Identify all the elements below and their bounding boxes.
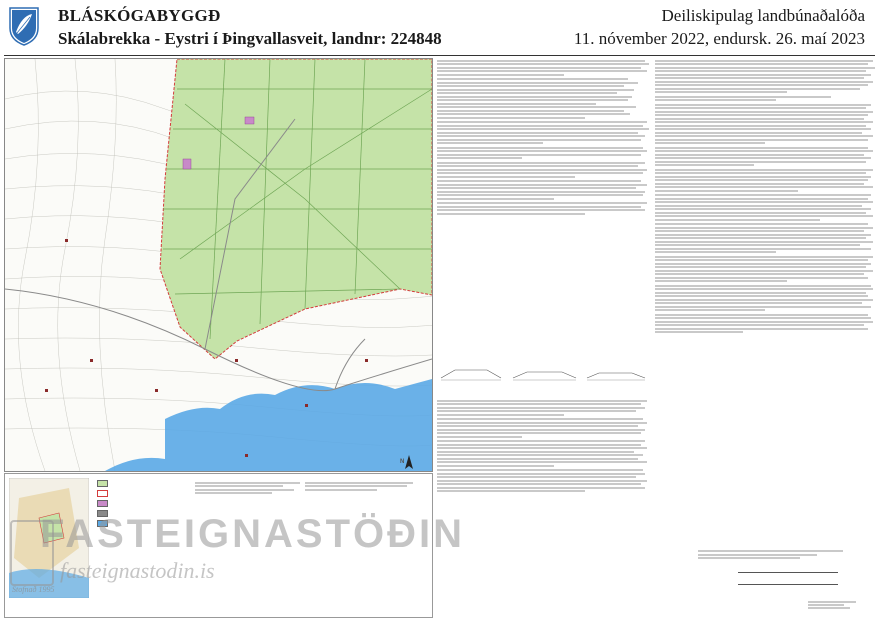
lake [165, 379, 432, 471]
text-column-2 [655, 58, 875, 336]
legend-swatch [97, 490, 108, 497]
approval-block [698, 550, 868, 600]
building-marker [183, 159, 191, 169]
header-divider [4, 55, 875, 56]
plan-date: 11. nóvember 2022, endursk. 26. maí 2023 [573, 29, 865, 48]
plan-type-title: Deiliskipulag landbúnaðalóða [661, 6, 865, 25]
paragraph [437, 60, 649, 76]
paragraph [437, 202, 649, 215]
municipality-title: BLÁSKÓGABYGGÐ [58, 6, 221, 25]
legend-entry [97, 480, 187, 487]
signature-line [738, 572, 838, 573]
legend-entry [97, 500, 187, 507]
consultant-logo [808, 600, 868, 616]
legend-swatch [97, 480, 108, 487]
paragraph [437, 78, 649, 119]
municipality-crest-icon [8, 6, 40, 46]
paragraph [437, 180, 649, 200]
watermark-sub: fasteignastodin.is [60, 558, 215, 583]
watermark-badge-text: Stofnað 1995 [12, 585, 55, 594]
legend-column-3 [305, 480, 425, 492]
signature-line [738, 584, 838, 585]
map-drawing [5, 59, 432, 471]
legend-swatch [97, 500, 108, 507]
site-plan-map [4, 58, 433, 472]
text-column-1-lower [437, 398, 649, 495]
paragraph [437, 121, 649, 144]
paragraph [437, 162, 649, 178]
text-column-1 [437, 58, 649, 217]
legend-column-2 [195, 480, 305, 496]
property-title: Skálabrekka - Eystri í Þingvallasveit, landnr: 224848 [58, 29, 442, 48]
paragraph [437, 147, 649, 160]
header [0, 0, 879, 56]
legend-entry [97, 490, 187, 497]
north-label: N [400, 459, 405, 465]
watermark-main: FASTEIGNASTÖÐIN [40, 512, 466, 556]
road-sections-diagram [437, 348, 649, 394]
sections-drawing [437, 348, 649, 388]
building-marker [245, 117, 254, 124]
